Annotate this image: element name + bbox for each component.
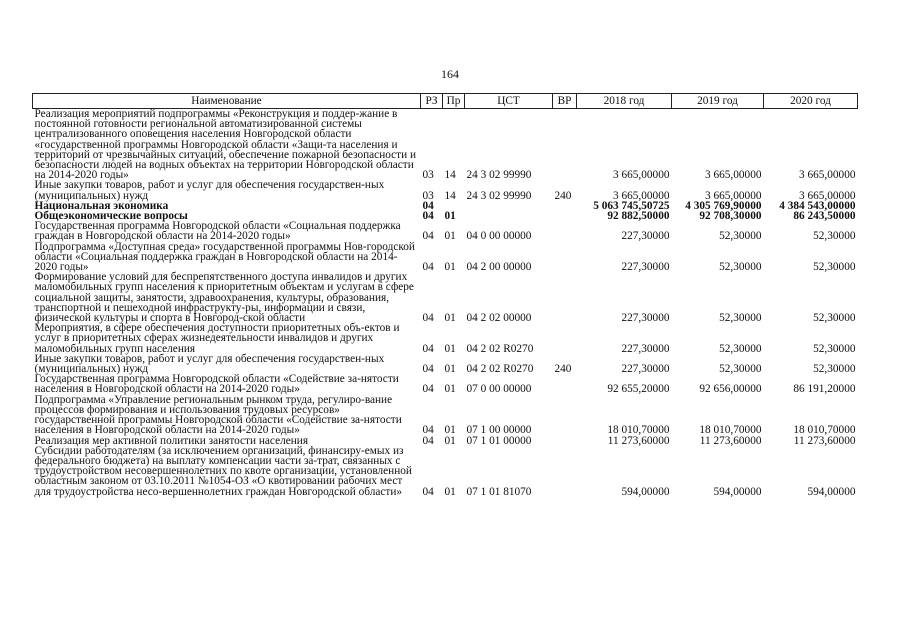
row-2018: 92 655,20000 [607,383,670,396]
table-row [33,395,858,436]
budget-table [32,93,858,497]
row-vr [553,211,577,221]
row-2019: 52,30000 [719,230,762,243]
table-row [33,109,858,181]
row-pr: 01 [444,485,456,498]
row-2020: 86 191,20000 [793,383,856,396]
header-cst: ЦСТ [465,94,553,109]
row-2020: 52,30000 [813,342,856,355]
table-row [33,323,858,354]
row-cst [465,201,553,211]
row-name: Общеэкономические вопросы [34,210,188,223]
header-pr: Пр [443,94,465,109]
row-vr [553,242,577,273]
row-2020: 52,30000 [813,230,856,243]
row-2019: 11 273,60000 [699,434,762,447]
header-2020: 2020 год [764,94,858,109]
row-vr [553,272,577,323]
row-2019: 52,30000 [719,312,762,325]
row-vr [553,446,577,497]
row-cst: 04 2 02 00000 [466,312,532,325]
row-2019: 4 305 769,90000 [685,199,762,212]
row-2018: 3 665,00000 [613,189,670,202]
row-2018: 594,00000 [621,485,670,498]
row-rz: 04 [422,434,434,447]
row-2019: 92 656,00000 [699,383,762,396]
row-cst: 07 0 00 00000 [466,383,532,396]
row-cst: 04 2 00 00000 [466,261,532,274]
row-2019: 3 665,00000 [705,169,762,182]
row-2019: 52,30000 [719,363,762,376]
row-pr: 01 [444,434,456,447]
row-2019: 18 010,70000 [699,424,762,437]
row-rz: 04 [422,199,434,212]
row-pr: 01 [444,210,456,223]
row-pr: 14 [444,169,456,182]
row-name: Национальная экономика [34,199,169,212]
row-2018: 5 063 745,50725 [593,199,670,212]
header-row [33,94,858,109]
row-2019: 594,00000 [713,485,762,498]
row-2019: 52,30000 [719,342,762,355]
row-pr: 14 [444,189,456,202]
row-cst: 04 2 02 R0270 [466,363,534,376]
table-row [33,354,858,374]
row-2018: 227,30000 [621,342,670,355]
row-pr: 01 [444,424,456,437]
row-cst: 07 1 01 00000 [466,434,532,447]
row-2020: 594,00000 [807,485,856,498]
row-name: Иные закупки товаров, работ и услуг для обеспечения государствен-ных (муниципальных) нужд [34,179,385,202]
header-vr: ВР [553,94,577,109]
row-rz: 04 [422,363,434,376]
row-name: Государственная программа Новгородской области «Содействие за-нятости населения в Новгородской области на 2014-2020 годы» [34,373,399,396]
row-rz: 04 [422,342,434,355]
row-2019: 92 708,30000 [699,210,762,223]
row-2018: 227,30000 [621,312,670,325]
row-cst: 24 3 02 99990 [466,189,532,202]
row-vr [553,374,577,394]
row-pr: 01 [444,383,456,396]
row-cst: 04 2 02 R0270 [466,342,534,355]
row-rz: 04 [422,210,434,223]
table-row [33,221,858,241]
row-vr [553,395,577,436]
row-2020: 3 665,00000 [799,169,856,182]
row-name: Реализация мер активной политики занятости населения [34,434,309,447]
row-name: Иные закупки товаров, работ и услуг для обеспечения государствен-ных (муниципальных) нужд [34,352,385,376]
row-2018: 92 882,50000 [607,210,670,223]
row-name: Формирование условий для беспрепятственного доступа инвалидов и других маломобильных групп населения к приоритетным объектам и услугам в сфере социальной защиты, занятости, здравоохранения, культуры, образования, транспортной и пешеходной инфраструкту-ры, информации и связи, физической культуры и спорта в Новгород-ской области [34,271,414,325]
row-name: Мероприятия, в сфере обеспечения доступности приоритетных объ-ектов и услуг в приоритетных сферах жизнедеятельности инвалидов и других маломобильных групп населения [34,322,400,355]
row-2020: 18 010,70000 [793,424,856,437]
row-2020: 4 384 543,00000 [779,199,856,212]
row-2018: 227,30000 [621,230,670,243]
row-pr: 01 [444,312,456,325]
row-rz: 03 [422,189,434,202]
row-rz: 04 [422,424,434,437]
row-2018: 11 273,60000 [607,434,670,447]
row-2020: 52,30000 [813,363,856,376]
row-2020: 3 665,00000 [799,189,856,202]
table-row [33,180,858,200]
row-2020: 86 243,50000 [793,210,856,223]
row-2018: 3 665,00000 [613,169,670,182]
row-pr: 01 [444,342,456,355]
row-cst [465,211,553,221]
row-cst: 07 1 01 81070 [466,485,532,498]
row-name: Подпрограмма «Управление региональным рынком труда, регулиро-вание процессов формирования и использования трудовых ресурсов» государственной программы Новгородской области «Содействие за-нятости населения в Новгородской области на 2014-2020 годы» [34,393,402,437]
row-rz: 04 [422,383,434,396]
row-pr: 01 [444,230,456,243]
row-cst: 04 0 00 00000 [466,230,532,243]
row-name: Государственная программа Новгородской области «Социальная поддержка граждан в Новгородской области на 2014-2020 годы» [34,220,401,243]
row-cst: 24 3 02 99990 [466,169,532,182]
row-rz: 04 [422,230,434,243]
row-rz: 04 [422,312,434,325]
row-rz: 03 [422,169,434,182]
row-2018: 227,30000 [621,261,670,274]
row-rz: 04 [422,261,434,274]
row-cst: 07 1 00 00000 [466,424,532,437]
row-vr [553,109,577,181]
header-2019: 2019 год [672,94,764,109]
row-vr: 240 [554,363,572,376]
row-vr [553,201,577,211]
row-2019: 52,30000 [719,261,762,274]
row-name: Субсидии работодателям (за исключением организаций, финансиру-емых из федерального бюджета) на выплату компенсации части за-трат, связанных с трудоустройством несовершеннолетних по квоте организации, установленной областным законом от 03.10.2011 №1054-ОЗ «О квотировании рабочих мест для трудоустройства несо-вершеннолетних граждан Новгородской области» [34,444,412,498]
table-row [33,272,858,323]
header-name: Наименование [33,94,421,109]
row-2019: 3 665,00000 [705,189,762,202]
table-row [33,374,858,394]
row-2020: 11 273,60000 [793,434,856,447]
row-name: Реализация мероприятий подпрограммы «Реконструкция и поддер-жание в постоянной готовности региональной автоматизированной системы централизованного оповещения населения Новгородской области «государственной программы Новгородской области «Защи-та населения и территорий от чрезвычайных ситуаций, обеспечение пожарной безопасности и безопасности людей на водных объектах на территории Новгородской области на 2014-2020 годы» [34,108,417,182]
header-2018: 2018 год [577,94,672,109]
header-rz: РЗ [421,94,443,109]
table-row [33,446,858,497]
row-pr: 01 [444,261,456,274]
row-2018: 18 010,70000 [607,424,670,437]
row-vr [553,323,577,354]
row-name: Подпрограмма «Доступная среда» государственной программы Нов-городской области «Социальная поддержка граждан в Новгородской области на 2014-2020 годы» [34,240,415,274]
row-vr [553,436,577,446]
row-vr [553,221,577,241]
row-pr: 01 [444,363,456,376]
row-rz: 04 [422,485,434,498]
row-2020: 52,30000 [813,312,856,325]
page-number: 164 [441,67,459,81]
row-vr: 240 [554,189,572,202]
row-2018: 227,30000 [621,363,670,376]
table-row [33,242,858,273]
row-2020: 52,30000 [813,261,856,274]
